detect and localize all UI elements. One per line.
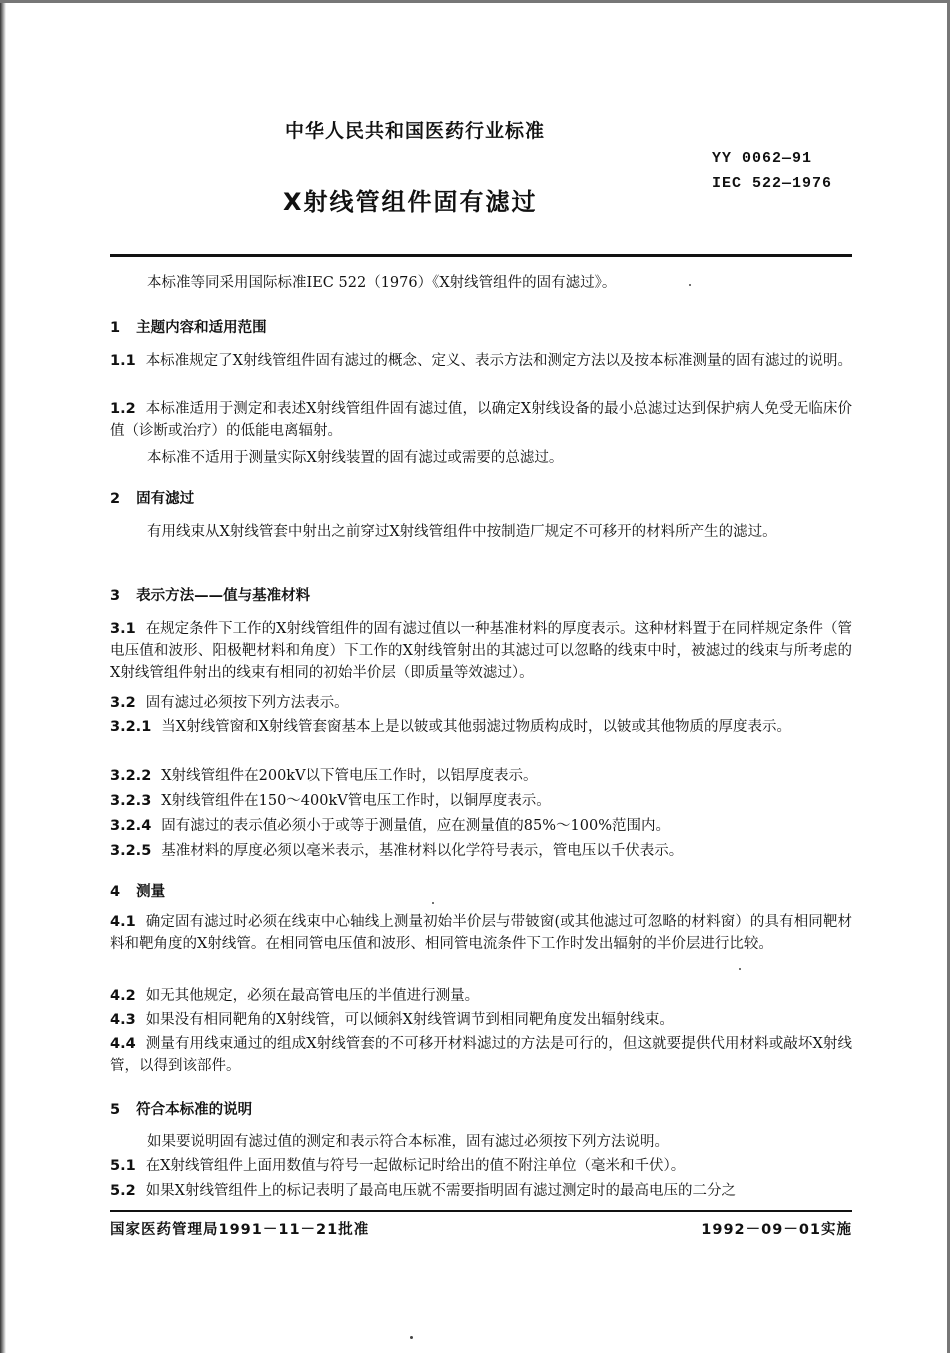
section-title: 表示方法——值与基准材料 xyxy=(136,588,311,604)
clause-3-1 xyxy=(110,618,852,684)
clause-text: 在X射线管组件上面用数值与符号一起做标记时给出的值不附注单位（毫米和千伏）。 xyxy=(145,1158,686,1174)
clause-number: 3.1 xyxy=(110,621,136,637)
clause-3-2-4 xyxy=(110,815,852,837)
clause-number: 3.2.2 xyxy=(110,768,152,784)
clause-5-1 xyxy=(110,1155,852,1177)
clause-text: 如果X射线管组件上的标记表明了最高电压就不需要指明固有滤过测定时的最高电压的二分之 xyxy=(145,1183,737,1199)
organization-heading: 中华人民共和国医药行业标准 xyxy=(285,120,546,142)
clause-4-4 xyxy=(110,1033,852,1077)
section-5-text: 如果要说明固有滤过值的测定和表示符合本标准，固有滤过必须按下列方法说明。 xyxy=(147,1134,669,1150)
clause-number: 5.2 xyxy=(110,1183,136,1199)
section-1-heading xyxy=(110,316,267,337)
scan-speck xyxy=(410,1336,413,1339)
approval-date: 国家医药管理局1991－11－21批准 xyxy=(110,1222,370,1238)
clause-number: 3.2.5 xyxy=(110,843,152,859)
section-title: 符合本标准的说明 xyxy=(136,1102,253,1118)
section-4-heading xyxy=(110,880,165,901)
clause-number: 4.3 xyxy=(110,1012,136,1028)
clause-number: 3.2 xyxy=(110,695,136,711)
scan-speck xyxy=(739,968,741,970)
clause-number: 3.2.3 xyxy=(110,793,152,809)
section-number: 2 xyxy=(110,491,121,507)
clause-number: 3.2.1 xyxy=(110,719,152,735)
clause-number: 3.2.4 xyxy=(110,818,152,834)
section-number: 1 xyxy=(110,320,121,336)
clause-number: 4.1 xyxy=(110,914,136,930)
section-2-heading xyxy=(110,487,194,508)
clause-text: 当X射线管窗和X射线管套窗基本上是以铍或其他弱滤过物质构成时，以铍或其他物质的厚度表示。 xyxy=(161,719,791,735)
iec-reference: IEC 522—1976 xyxy=(712,175,833,192)
clause-4-1 xyxy=(110,911,852,955)
clause-1-2 xyxy=(110,398,852,442)
clause-text: 固有滤过必须按下列方法表示。 xyxy=(145,695,349,711)
clause-text: 固有滤过的表示值必须小于或等于测量值，应在测量值的85%～100%范围内。 xyxy=(161,818,670,834)
effective-date: 1992－09－01实施 xyxy=(701,1222,852,1238)
scan-speck xyxy=(432,902,434,904)
clause-number: 1.2 xyxy=(110,401,136,417)
footer-divider xyxy=(110,1210,852,1212)
clause-3-2-5 xyxy=(110,840,852,862)
section-title: 测量 xyxy=(136,884,166,900)
clause-4-2 xyxy=(110,985,852,1007)
clause-text: 确定固有滤过时必须在线束中心轴线上测量初始半价层与带铍窗(或其他滤过可忽略的材料窗）的具有相同靶材料和靶角度的X射线管。在相同管电压值和波形、相同管电流条件下工作时发出辐射的半价层进行比较。 xyxy=(110,914,852,952)
section-2-text: 有用线束从X射线管套中射出之前穿过X射线管组件中按制造厂规定不可移开的材料所产生的滤过。 xyxy=(147,524,777,540)
clause-1-2-note: 本标准不适用于测量实际X射线装置的固有滤过或需要的总滤过。 xyxy=(147,450,564,466)
clause-number: 4.2 xyxy=(110,988,136,1004)
clause-3-2-2 xyxy=(110,765,852,787)
clause-text: 如果没有相同靶角的X射线管，可以倾斜X射线管调节到相同靶角度发出辐射线束。 xyxy=(145,1012,674,1028)
section-5-heading xyxy=(110,1098,252,1119)
clause-number: 5.1 xyxy=(110,1158,136,1174)
clause-5-2 xyxy=(110,1180,852,1202)
intro-paragraph: 本标准等同采用国际标准IEC 522（1976）《X射线管组件的固有滤过》。 xyxy=(147,275,617,291)
clause-4-3 xyxy=(110,1009,852,1031)
section-3-heading xyxy=(110,584,310,605)
clause-text: 如无其他规定，必须在最高管电压的半值进行测量。 xyxy=(145,988,480,1004)
clause-3-2-1 xyxy=(110,716,852,738)
clause-text: 测量有用线束通过的组成X射线管套的不可移开材料滤过的方法是可行的，但这就要提供代用材料或敲坏X射线管，以得到该部件。 xyxy=(110,1036,852,1074)
scan-speck xyxy=(689,284,691,286)
clause-text: 基准材料的厚度必须以毫米表示，基准材料以化学符号表示，管电压以千伏表示。 xyxy=(161,843,684,859)
section-number: 4 xyxy=(110,884,121,900)
scan-left-edge xyxy=(0,0,6,1353)
clause-number: 1.1 xyxy=(110,353,136,369)
clause-text: 本标准适用于测定和表述X射线管组件固有滤过值，以确定X射线设备的最小总滤过达到保护病人免受无临床价值（诊断或治疗）的低能电离辐射。 xyxy=(110,401,852,439)
section-title: 固有滤过 xyxy=(136,491,195,507)
scan-top-edge xyxy=(0,0,950,3)
clause-text: 本标准规定了X射线管组件固有滤过的概念、定义、表示方法和测定方法以及按本标准测量的固有滤过的说明。 xyxy=(145,353,853,369)
clause-text: X射线管组件在200kV以下管电压工作时，以铝厚度表示。 xyxy=(161,768,538,784)
document-title: X射线管组件固有滤过 xyxy=(283,188,538,216)
header-divider xyxy=(110,254,852,257)
clause-3-2 xyxy=(110,692,852,714)
clause-3-2-3 xyxy=(110,790,852,812)
clause-text: X射线管组件在150～400kV管电压工作时，以铜厚度表示。 xyxy=(161,793,551,809)
clause-1-1 xyxy=(110,350,852,372)
section-number: 5 xyxy=(110,1102,121,1118)
standard-number: YY 0062—91 xyxy=(712,150,813,167)
clause-text: 在规定条件下工作的X射线管组件的固有滤过值以一种基准材料的厚度表示。这种材料置于在同样规定条件（管电压值和波形、阳极靶材料和角度）下工作的X射线管射出的其滤过可以忽略的线束中时，被滤过的线束与所考虑的X射线管组件射出的线束有相同的初始半价层（即质量等效滤过）。 xyxy=(110,621,853,681)
clause-number: 4.4 xyxy=(110,1036,136,1052)
section-title: 主题内容和适用范围 xyxy=(136,320,267,336)
section-number: 3 xyxy=(110,588,121,604)
